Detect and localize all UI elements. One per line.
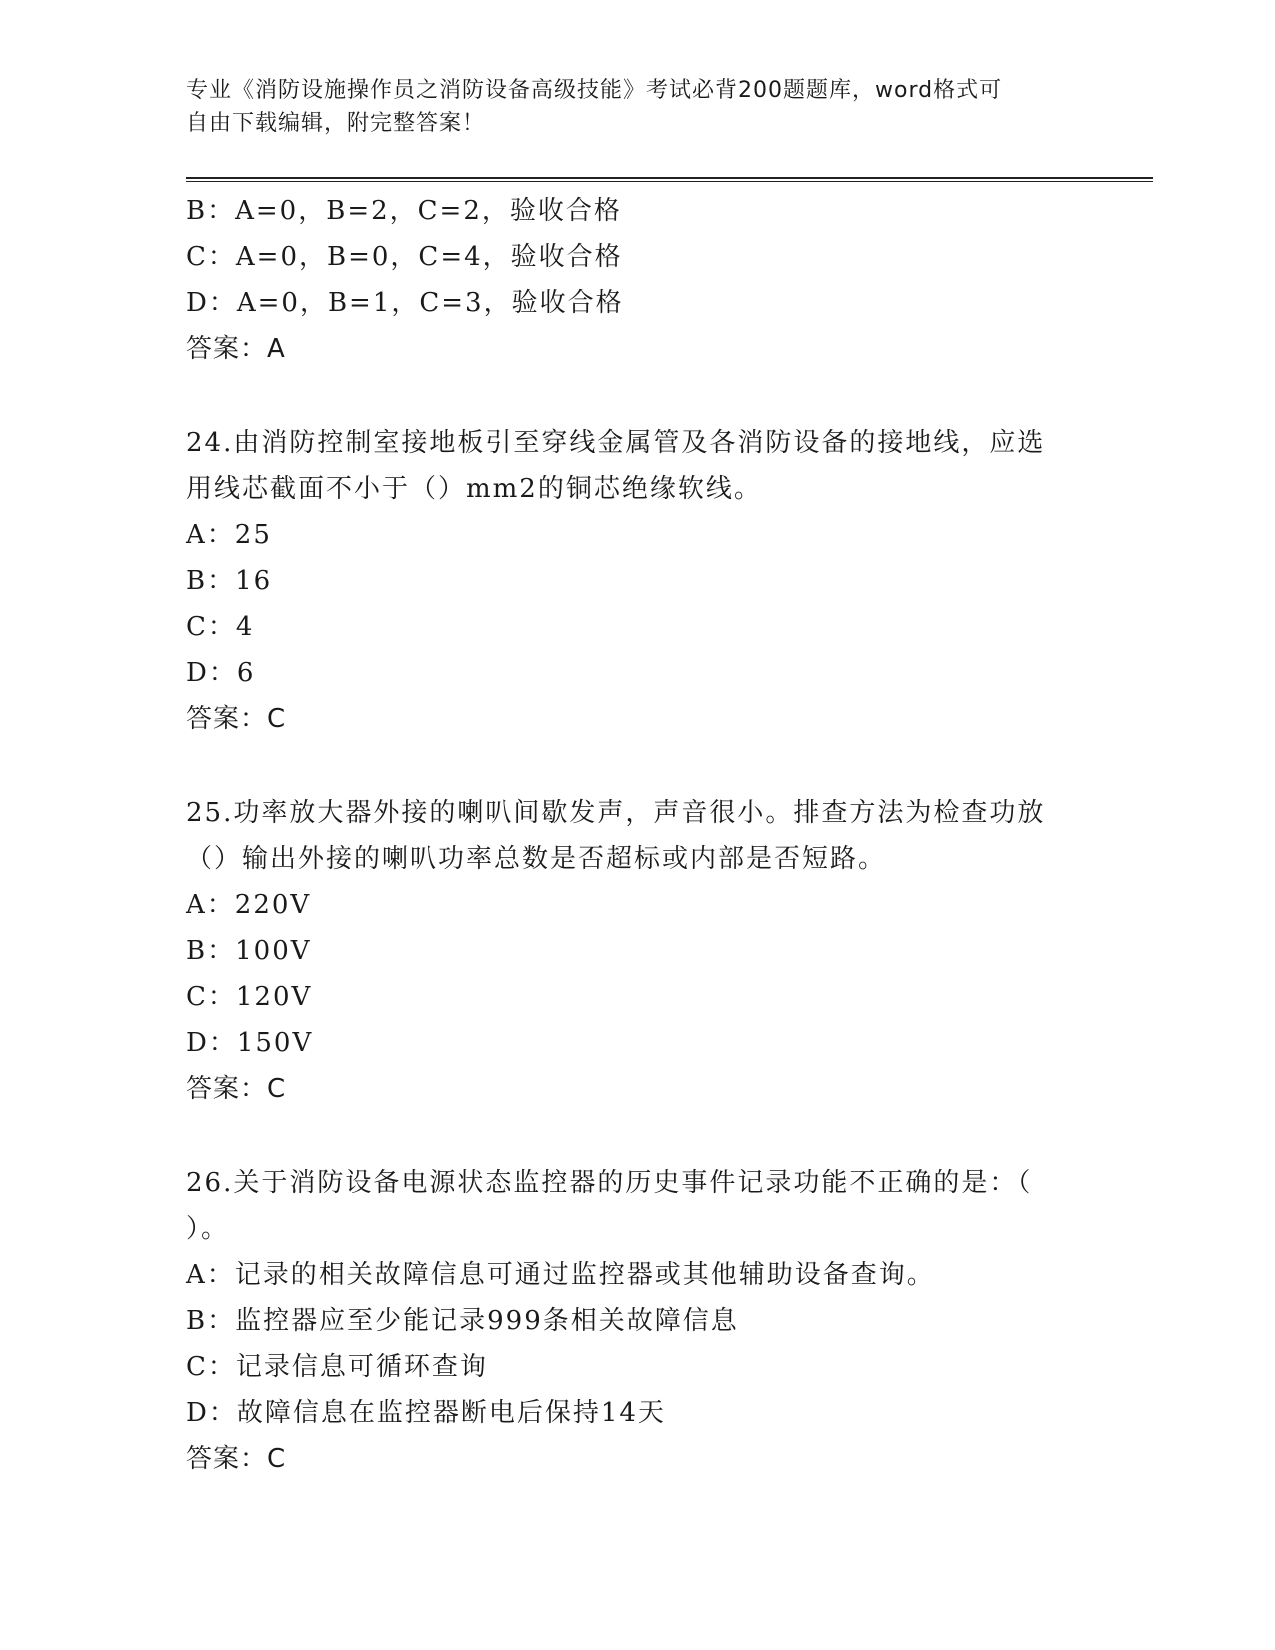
option-b: B：100V [186, 936, 312, 966]
option-a: A：25 [186, 520, 272, 550]
option-a: A：220V [186, 890, 312, 920]
option-b: B：16 [186, 566, 273, 596]
option-d: D：A=0，B=1，C=3，验收合格 [186, 288, 624, 318]
answer: 答案：C [186, 1074, 287, 1104]
question-25 [186, 790, 1086, 1112]
question-stem-line-1: 24.由消防控制室接地板引至穿线金属管及各消防设备的接地线，应选 [186, 428, 1046, 458]
question-stem-line-2: （）输出外接的喇叭功率总数是否超标或内部是否短路。 [186, 844, 887, 874]
option-d: D：6 [186, 658, 256, 688]
option-c: C：4 [186, 612, 255, 642]
question-stem-line-2: ）。 [186, 1214, 230, 1244]
option-d: D：150V [186, 1028, 314, 1058]
header-line-1: 专业《消防设施操作员之消防设备高级技能》考试必背200题题库，word格式可 [186, 78, 1003, 103]
option-b: B：A=0，B=2，C=2，验收合格 [186, 196, 622, 226]
question-stem-line-2: 用线芯截面不小于（）mm2的铜芯绝缘软线。 [186, 474, 762, 504]
answer: 答案：C [186, 1444, 287, 1474]
document-header [186, 74, 1086, 140]
header-line-2: 自由下载编辑，附完整答案！ [186, 111, 486, 136]
question-23 [186, 188, 1086, 372]
option-c: C：120V [186, 982, 313, 1012]
question-list [186, 188, 1086, 1482]
question-stem-line-1: 25.功率放大器外接的喇叭间歇发声，声音很小。排查方法为检查功放 [186, 798, 1046, 828]
option-a: A：记录的相关故障信息可通过监控器或其他辅助设备查询。 [186, 1260, 935, 1290]
question-26 [186, 1160, 1086, 1482]
option-d: D：故障信息在监控器断电后保持14天 [186, 1398, 666, 1428]
option-c: C：A=0，B=0，C=4，验收合格 [186, 242, 623, 272]
answer: 答案：A [186, 334, 286, 364]
option-b: B：监控器应至少能记录999条相关故障信息 [186, 1306, 739, 1336]
question-stem-line-1: 26.关于消防设备电源状态监控器的历史事件记录功能不正确的是：（ [186, 1168, 1033, 1198]
answer: 答案：C [186, 704, 287, 734]
option-c: C：记录信息可循环查询 [186, 1352, 488, 1382]
question-24 [186, 420, 1086, 742]
header-rule-thick [186, 177, 1153, 179]
header-rule-thin [186, 181, 1153, 182]
